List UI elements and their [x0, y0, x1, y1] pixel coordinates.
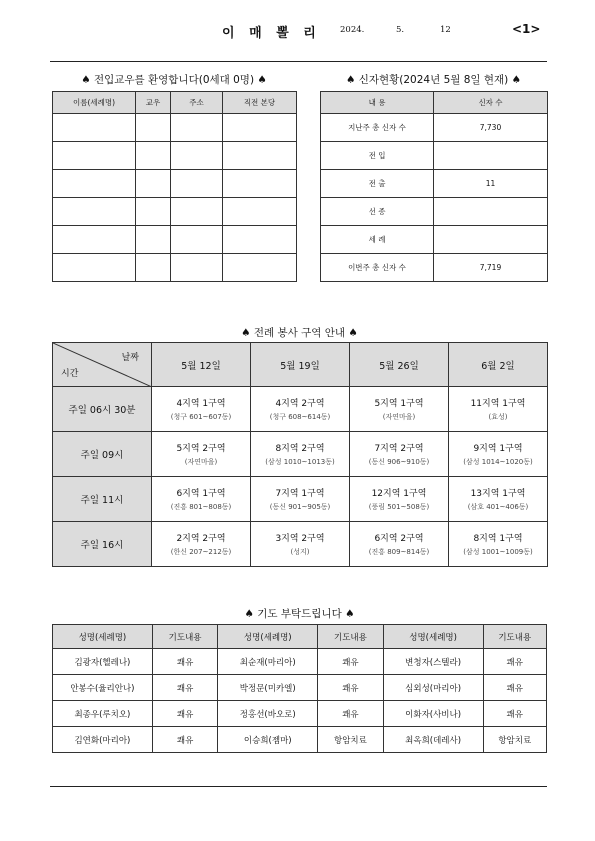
welcome-cell — [136, 254, 171, 282]
prayer-title: ♠ 기도 부탁드립니다 ♠ — [244, 608, 355, 620]
welcome-row — [53, 198, 297, 226]
zone-detail: (삼성 1014~1020동) — [463, 458, 533, 466]
believers-column-header: 내 용 — [321, 92, 434, 114]
prayer-row — [53, 727, 547, 753]
date-year: 2024. — [340, 25, 365, 35]
prayer-column-header: 기도내용 — [483, 625, 546, 649]
prayer-content-cell: 쾌유 — [152, 701, 218, 727]
duty-date-header: 5월 12일 — [152, 343, 251, 387]
zone-detail: (청구 601~607동) — [170, 413, 232, 421]
welcome-cell — [171, 198, 223, 226]
welcome-cell — [223, 254, 297, 282]
prayer-name-cell: 이화자(사비나) — [383, 701, 483, 727]
welcome-table — [52, 91, 297, 282]
prayer-header-row — [53, 625, 547, 649]
believers-header-row — [321, 92, 548, 114]
page-header — [50, 22, 547, 42]
zone-detail: (풍림 501~508동) — [368, 503, 430, 511]
prayer-content-cell: 쾌유 — [318, 675, 384, 701]
believers-value-cell — [434, 226, 548, 254]
duty-time-cell: 주일 09시 — [53, 432, 152, 477]
duty-title: ♠ 전례 봉사 구역 안내 ♠ — [241, 327, 358, 339]
believers-column-header: 신자 수 — [434, 92, 548, 114]
welcome-cell — [171, 254, 223, 282]
duty-zone-cell — [152, 477, 251, 522]
welcome-cell — [53, 226, 136, 254]
zone-detail: (자연마을) — [382, 413, 416, 421]
duty-zone-cell — [350, 522, 449, 567]
welcome-cell — [223, 142, 297, 170]
believers-label-cell: 전 출 — [321, 170, 434, 198]
welcome-row — [53, 142, 297, 170]
prayer-name-cell: 심외성(마리아) — [383, 675, 483, 701]
prayer-content-cell: 쾌유 — [483, 675, 546, 701]
corner-time-label: 시간 — [61, 369, 79, 379]
duty-time-cell: 주일 06시 30분 — [53, 387, 152, 432]
welcome-cell — [53, 170, 136, 198]
welcome-cell — [136, 114, 171, 142]
prayer-content-cell: 쾌유 — [152, 675, 218, 701]
welcome-row — [53, 170, 297, 198]
zone-detail: (삼성 1001~1009동) — [463, 548, 533, 556]
welcome-cell — [171, 142, 223, 170]
prayer-content-cell: 쾌유 — [152, 727, 218, 753]
believers-label-cell: 선 종 — [321, 198, 434, 226]
believers-value-cell: 7,730 — [434, 114, 548, 142]
welcome-cell — [53, 114, 136, 142]
duty-row — [53, 432, 548, 477]
zone-label: 7지역 2구역 — [374, 444, 424, 454]
duty-corner-cell — [53, 343, 152, 387]
prayer-name-cell: 이승희(젬마) — [218, 727, 318, 753]
welcome-row — [53, 114, 297, 142]
welcome-cell — [136, 142, 171, 170]
prayer-column-header: 성명(세례명) — [218, 625, 318, 649]
prayer-row — [53, 649, 547, 675]
zone-detail: (진흥 809~814동) — [368, 548, 430, 556]
prayer-name-cell: 김광자(헬레나) — [53, 649, 153, 675]
welcome-cell — [136, 198, 171, 226]
prayer-content-cell: 쾌유 — [152, 649, 218, 675]
zone-label: 5지역 1구역 — [374, 399, 424, 409]
welcome-cell — [136, 226, 171, 254]
duty-zone-cell — [251, 432, 350, 477]
zone-label: 5지역 2구역 — [176, 444, 226, 454]
duty-zone-cell — [449, 387, 548, 432]
zone-label: 8지역 2구역 — [275, 444, 325, 454]
prayer-row — [53, 701, 547, 727]
believers-label-cell: 이번주 총 신자 수 — [321, 254, 434, 282]
prayer-name-cell: 박정문(미카엘) — [218, 675, 318, 701]
welcome-title: ♠ 전입교우를 환영합니다(0세대 0명) ♠ — [81, 74, 267, 86]
prayer-name-cell: 김연화(마리아) — [53, 727, 153, 753]
duty-date-header: 5월 19일 — [251, 343, 350, 387]
believers-row — [321, 142, 548, 170]
prayer-name-cell: 안봉수(율리안나) — [53, 675, 153, 701]
zone-detail: (청구 608~614동) — [269, 413, 331, 421]
duty-row — [53, 387, 548, 432]
zone-label: 6지역 2구역 — [374, 534, 424, 544]
zone-detail: (성지) — [290, 548, 310, 556]
believers-title: ♠ 신자현황(2024년 5월 8일 현재) ♠ — [345, 74, 522, 86]
date-day: 12 — [440, 25, 451, 35]
duty-zone-cell — [350, 432, 449, 477]
welcome-column-header: 직전 본당 — [223, 92, 297, 114]
believers-row — [321, 226, 548, 254]
header-rule — [50, 61, 547, 62]
prayer-name-cell: 변청자(스텔라) — [383, 649, 483, 675]
believers-label-cell: 지난주 총 신자 수 — [321, 114, 434, 142]
welcome-header-row — [53, 92, 297, 114]
prayer-name-cell: 최순재(마리아) — [218, 649, 318, 675]
zone-detail: (동신 901~905동) — [269, 503, 331, 511]
zone-label: 4지역 1구역 — [176, 399, 226, 409]
duty-zone-cell — [251, 387, 350, 432]
footer-rule — [50, 786, 547, 787]
welcome-column-header: 교우 — [136, 92, 171, 114]
duty-zone-cell — [251, 522, 350, 567]
duty-zone-cell — [152, 387, 251, 432]
believers-value-cell — [434, 198, 548, 226]
zone-label: 3지역 2구역 — [275, 534, 325, 544]
believers-value-cell — [434, 142, 548, 170]
welcome-row — [53, 226, 297, 254]
duty-zone-cell — [449, 477, 548, 522]
welcome-cell — [223, 198, 297, 226]
welcome-cell — [223, 170, 297, 198]
duty-zone-cell — [152, 432, 251, 477]
prayer-content-cell: 쾌유 — [318, 649, 384, 675]
welcome-cell — [171, 226, 223, 254]
believers-row — [321, 254, 548, 282]
welcome-cell — [53, 254, 136, 282]
prayer-content-cell: 쾌유 — [483, 649, 546, 675]
prayer-name-cell: 정홍선(바오로) — [218, 701, 318, 727]
zone-label: 7지역 1구역 — [275, 489, 325, 499]
believers-row — [321, 170, 548, 198]
duty-header-row — [53, 343, 548, 387]
bulletin-title: 이 매 뽈 리 — [222, 26, 321, 41]
zone-label: 13지역 1구역 — [470, 489, 526, 499]
zone-detail: (삼호 401~406동) — [467, 503, 529, 511]
prayer-name-cell: 최옥희(데레사) — [383, 727, 483, 753]
believers-value-cell: 7,719 — [434, 254, 548, 282]
duty-zone-cell — [152, 522, 251, 567]
believers-row — [321, 198, 548, 226]
prayer-column-header: 성명(세례명) — [383, 625, 483, 649]
date-month: 5. — [396, 25, 405, 35]
duty-date-header: 5월 26일 — [350, 343, 449, 387]
zone-detail: (한신 207~212동) — [170, 548, 232, 556]
zone-label: 11지역 1구역 — [470, 399, 526, 409]
believers-row — [321, 114, 548, 142]
prayer-content-cell: 항암치료 — [483, 727, 546, 753]
prayer-name-cell: 최종우(루치오) — [53, 701, 153, 727]
duty-zone-cell — [350, 477, 449, 522]
prayer-content-cell: 항암치료 — [318, 727, 384, 753]
duty-time-cell: 주일 11시 — [53, 477, 152, 522]
duty-date-header: 6월 2일 — [449, 343, 548, 387]
believers-table — [320, 91, 548, 282]
welcome-cell — [53, 198, 136, 226]
welcome-cell — [171, 114, 223, 142]
duty-zone-cell — [251, 477, 350, 522]
zone-label: 9지역 1구역 — [473, 444, 523, 454]
believers-label-cell: 전 입 — [321, 142, 434, 170]
zone-label: 12지역 1구역 — [371, 489, 427, 499]
welcome-column-header: 주소 — [171, 92, 223, 114]
welcome-cell — [223, 114, 297, 142]
duty-zone-cell — [449, 432, 548, 477]
zone-detail: (동신 906~910동) — [368, 458, 430, 466]
zone-detail: (자연마을) — [184, 458, 218, 466]
duty-table — [52, 342, 548, 567]
welcome-column-header: 이름(세례명) — [53, 92, 136, 114]
zone-label: 4지역 2구역 — [275, 399, 325, 409]
corner-date-label: 날짜 — [121, 353, 139, 363]
welcome-cell — [171, 170, 223, 198]
prayer-column-header: 성명(세례명) — [53, 625, 153, 649]
believers-value-cell: 11 — [434, 170, 548, 198]
zone-detail: (삼성 1010~1013동) — [265, 458, 335, 466]
duty-row — [53, 477, 548, 522]
duty-zone-cell — [350, 387, 449, 432]
believers-label-cell: 세 례 — [321, 226, 434, 254]
welcome-row — [53, 254, 297, 282]
prayer-table — [52, 624, 547, 753]
welcome-cell — [223, 226, 297, 254]
zone-label: 6지역 1구역 — [176, 489, 226, 499]
prayer-content-cell: 쾌유 — [483, 701, 546, 727]
duty-row — [53, 522, 548, 567]
zone-detail: (효성) — [488, 413, 508, 421]
prayer-content-cell: 쾌유 — [318, 701, 384, 727]
prayer-column-header: 기도내용 — [318, 625, 384, 649]
prayer-row — [53, 675, 547, 701]
duty-zone-cell — [449, 522, 548, 567]
welcome-cell — [53, 142, 136, 170]
welcome-cell — [136, 170, 171, 198]
zone-detail: (진흥 801~808동) — [170, 503, 232, 511]
prayer-column-header: 기도내용 — [152, 625, 218, 649]
page-number: <1> — [512, 22, 541, 36]
zone-label: 8지역 1구역 — [473, 534, 523, 544]
duty-time-cell: 주일 16시 — [53, 522, 152, 567]
zone-label: 2지역 2구역 — [176, 534, 226, 544]
